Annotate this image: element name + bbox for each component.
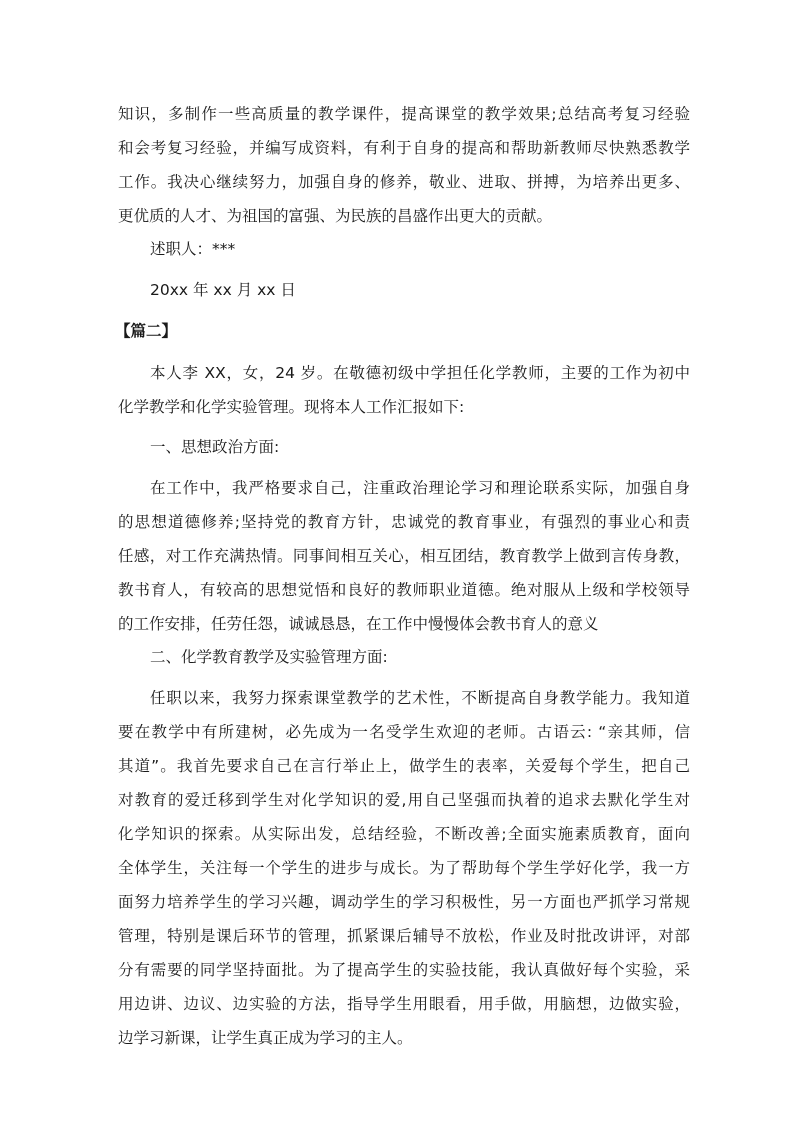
paragraph-2 bbox=[118, 356, 690, 424]
paragraph-2-line-2: 化学教学和化学实验管理。现将本人工作汇报如下: bbox=[118, 398, 465, 416]
paragraph-4-line-7: 面努力培养学生的学习兴趣，调动学生的学习积极性，另一方面也严抓学习常规 bbox=[118, 893, 690, 911]
paragraph-4 bbox=[118, 681, 690, 1055]
paragraph-4-line-4: 对教育的爱迁移到学生对化学知识的爱,用自己坚强而执着的追求去默化学生对 bbox=[118, 791, 690, 809]
paragraph-1-line-4: 更优质的人才、为祖国的富强、为民族的昌盛作出更大的贡献。 bbox=[118, 207, 553, 225]
paragraph-3-line-1: 在工作中，我严格要求自己，注重政治理论学习和理论联系实际，加强自身 bbox=[150, 479, 690, 497]
paragraph-1 bbox=[118, 97, 690, 233]
paragraph-3-line-5: 的工作安排，任劳任怨，诚诚恳恳，在工作中慢慢体会教书育人的意义 bbox=[118, 615, 599, 633]
paragraph-1-line-3: 工作。我决心继续努力，加强自身的修养，敬业、进取、拼搏，为培养出更多、 bbox=[118, 173, 690, 191]
paragraph-4-line-1: 任职以来，我努力探索课堂教学的艺术性，不断提高自身教学能力。我知道 bbox=[150, 689, 690, 707]
paragraph-3-line-3: 任感，对工作充满热情。同事间相互关心，相互团结，教育教学上做到言传身教， bbox=[118, 547, 690, 565]
paragraph-4-line-9: 分有需要的同学坚持面批。为了提高学生的实验技能，我认真做好每个实验，采 bbox=[118, 961, 690, 979]
paragraph-4-line-2: 要在教学中有所建树，必先成为一名受学生欢迎的老师。古语云: “亲其师，信 bbox=[118, 723, 690, 741]
paragraph-4-line-5: 化学知识的探索。从实际出发，总结经验，不断改善;全面实施素质教育，面向 bbox=[118, 825, 690, 843]
subheading-chemistry: 二、化学教育教学及实验管理方面: bbox=[150, 648, 388, 666]
reporter-signature: 述职人：*** bbox=[150, 240, 236, 258]
paragraph-4-line-6: 全体学生，关注每一个学生的进步与成长。为了帮助每个学生学好化学，我一方 bbox=[118, 859, 690, 877]
paragraph-3 bbox=[118, 471, 690, 641]
paragraph-4-line-8: 管理，特别是课后环节的管理，抓紧课后辅导不放松，作业及时批改讲评，对部 bbox=[118, 927, 690, 945]
paragraph-4-line-3: 其道”。我首先要求自己在言行举止上，做学生的表率，关爱每个学生，把自己 bbox=[118, 757, 690, 775]
paragraph-4-line-11: 边学习新课，让学生真正成为学习的主人。 bbox=[118, 1029, 413, 1047]
paragraph-3-line-2: 的思想道德修养;坚持党的教育方针，忠诚党的教育事业，有强烈的事业心和责 bbox=[118, 513, 690, 531]
report-date: 20xx 年 xx 月 xx 日 bbox=[150, 281, 296, 299]
paragraph-4-line-10: 用边讲、边议、边实验的方法，指导学生用眼看，用手做，用脑想，边做实验， bbox=[118, 995, 690, 1013]
paragraph-2-line-1: 本人李 XX，女，24 岁。在敬德初级中学担任化学教师，主要的工作为初中 bbox=[150, 364, 690, 382]
paragraph-3-line-4: 教书育人，有较高的思想觉悟和良好的教师职业道德。绝对服从上级和学校领导 bbox=[118, 581, 690, 599]
section-heading: 【篇二】 bbox=[115, 322, 178, 340]
subheading-political: 一、思想政治方面: bbox=[150, 438, 280, 456]
paragraph-1-line-2: 和会考复习经验，并编写成资料，有利于自身的提高和帮助新教师尽快熟悉教学 bbox=[118, 139, 690, 157]
paragraph-1-line-1: 知识，多制作一些高质量的教学课件，提高课堂的教学效果;总结高考复习经验 bbox=[118, 105, 690, 123]
